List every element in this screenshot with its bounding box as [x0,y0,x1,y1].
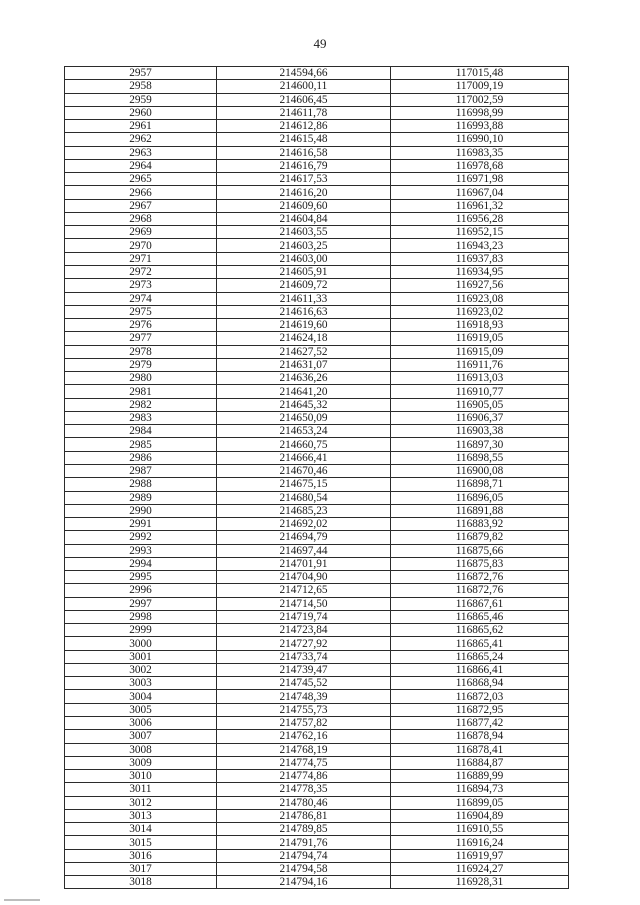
x-coordinate-cell: 214631,07 [217,358,391,371]
point-number-cell: 2964 [65,159,217,172]
point-number-cell: 2998 [65,610,217,623]
table-row [65,226,569,239]
point-number-cell: 2976 [65,319,217,332]
x-coordinate-cell: 214594,66 [217,67,391,80]
table-row [65,252,569,265]
x-coordinate-cell: 214624,18 [217,332,391,345]
point-number-cell: 2994 [65,557,217,570]
y-coordinate-cell: 116898,55 [391,451,569,464]
x-coordinate-cell: 214733,74 [217,650,391,663]
y-coordinate-cell: 116905,05 [391,398,569,411]
table-row [65,743,569,756]
point-number-cell: 3017 [65,862,217,875]
point-number-cell: 3007 [65,730,217,743]
point-number-cell: 2961 [65,120,217,133]
x-coordinate-cell: 214616,79 [217,159,391,172]
point-number-cell: 2973 [65,279,217,292]
y-coordinate-cell: 116978,68 [391,159,569,172]
x-coordinate-cell: 214660,75 [217,438,391,451]
x-coordinate-cell: 214609,60 [217,199,391,212]
table-row [65,876,569,889]
point-number-cell: 3016 [65,849,217,862]
table-row [65,159,569,172]
x-coordinate-cell: 214780,46 [217,796,391,809]
x-coordinate-cell: 214778,35 [217,783,391,796]
y-coordinate-cell: 116928,31 [391,876,569,889]
point-number-cell: 2978 [65,345,217,358]
y-coordinate-cell: 116878,41 [391,743,569,756]
table-row [65,451,569,464]
x-coordinate-cell: 214774,86 [217,770,391,783]
table-row [65,703,569,716]
x-coordinate-cell: 214603,25 [217,239,391,252]
x-coordinate-cell: 214719,74 [217,610,391,623]
table-row [65,292,569,305]
y-coordinate-cell: 116910,77 [391,385,569,398]
x-coordinate-cell: 214774,75 [217,756,391,769]
y-coordinate-cell: 116884,87 [391,756,569,769]
point-number-cell: 2960 [65,106,217,119]
table-row [65,279,569,292]
table-row [65,120,569,133]
table-row [65,862,569,875]
y-coordinate-cell: 116924,27 [391,862,569,875]
point-number-cell: 2977 [65,332,217,345]
table-row [65,690,569,703]
x-coordinate-cell: 214712,65 [217,584,391,597]
x-coordinate-cell: 214714,50 [217,597,391,610]
table-row [65,93,569,106]
y-coordinate-cell: 116867,61 [391,597,569,610]
x-coordinate-cell: 214600,11 [217,80,391,93]
x-coordinate-cell: 214757,82 [217,717,391,730]
x-coordinate-cell: 214627,52 [217,345,391,358]
x-coordinate-cell: 214794,74 [217,849,391,862]
point-number-cell: 3012 [65,796,217,809]
table-row [65,597,569,610]
point-number-cell: 3000 [65,637,217,650]
y-coordinate-cell: 116906,37 [391,411,569,424]
table-row [65,796,569,809]
table-row [65,464,569,477]
table-row [65,610,569,623]
table-row [65,571,569,584]
table-row [65,80,569,93]
point-number-cell: 3003 [65,677,217,690]
x-coordinate-cell: 214762,16 [217,730,391,743]
point-number-cell: 3011 [65,783,217,796]
point-number-cell: 2969 [65,226,217,239]
y-coordinate-cell: 116956,28 [391,212,569,225]
table-row [65,199,569,212]
point-number-cell: 2971 [65,252,217,265]
point-number-cell: 3006 [65,717,217,730]
point-number-cell: 3010 [65,770,217,783]
point-number-cell: 2997 [65,597,217,610]
y-coordinate-cell: 117002,59 [391,93,569,106]
y-coordinate-cell: 116934,95 [391,265,569,278]
x-coordinate-cell: 214748,39 [217,690,391,703]
point-number-cell: 3004 [65,690,217,703]
table-row [65,385,569,398]
table-row [65,146,569,159]
y-coordinate-cell: 116961,32 [391,199,569,212]
point-number-cell: 2963 [65,146,217,159]
x-coordinate-cell: 214617,53 [217,173,391,186]
table-row [65,67,569,80]
y-coordinate-cell: 116990,10 [391,133,569,146]
x-coordinate-cell: 214611,33 [217,292,391,305]
x-coordinate-cell: 214645,32 [217,398,391,411]
table-row [65,425,569,438]
point-number-cell: 2985 [65,438,217,451]
x-coordinate-cell: 214611,78 [217,106,391,119]
x-coordinate-cell: 214641,20 [217,385,391,398]
table-row [65,438,569,451]
y-coordinate-cell: 116913,03 [391,372,569,385]
x-coordinate-cell: 214794,16 [217,876,391,889]
table-row [65,677,569,690]
x-coordinate-cell: 214791,76 [217,836,391,849]
table-row [65,372,569,385]
x-coordinate-cell: 214666,41 [217,451,391,464]
point-number-cell: 2992 [65,531,217,544]
point-number-cell: 2981 [65,385,217,398]
y-coordinate-cell: 116923,08 [391,292,569,305]
point-number-cell: 2979 [65,358,217,371]
y-coordinate-cell: 116897,30 [391,438,569,451]
y-coordinate-cell: 116883,92 [391,518,569,531]
x-coordinate-cell: 214616,63 [217,305,391,318]
table-row [65,849,569,862]
point-number-cell: 2957 [65,67,217,80]
x-coordinate-cell: 214704,90 [217,571,391,584]
point-number-cell: 2995 [65,571,217,584]
point-number-cell: 2984 [65,425,217,438]
table-row [65,332,569,345]
y-coordinate-cell: 116865,41 [391,637,569,650]
table-row [65,809,569,822]
y-coordinate-cell: 116872,95 [391,703,569,716]
table-row [65,398,569,411]
y-coordinate-cell: 116878,94 [391,730,569,743]
y-coordinate-cell: 116865,62 [391,624,569,637]
point-number-cell: 2996 [65,584,217,597]
point-number-cell: 2989 [65,491,217,504]
y-coordinate-cell: 116872,76 [391,571,569,584]
y-coordinate-cell: 116943,23 [391,239,569,252]
point-number-cell: 3008 [65,743,217,756]
table-row [65,478,569,491]
y-coordinate-cell: 116967,04 [391,186,569,199]
point-number-cell: 3009 [65,756,217,769]
x-coordinate-cell: 214768,19 [217,743,391,756]
table-row [65,637,569,650]
point-number-cell: 2987 [65,464,217,477]
x-coordinate-cell: 214616,20 [217,186,391,199]
y-coordinate-cell: 116918,93 [391,319,569,332]
x-coordinate-cell: 214692,02 [217,518,391,531]
y-coordinate-cell: 116937,83 [391,252,569,265]
x-coordinate-cell: 214697,44 [217,544,391,557]
table-row [65,584,569,597]
point-number-cell: 2991 [65,518,217,531]
point-number-cell: 2958 [65,80,217,93]
table-row [65,265,569,278]
point-number-cell: 3015 [65,836,217,849]
x-coordinate-cell: 214605,91 [217,265,391,278]
table-row [65,663,569,676]
table-row [65,239,569,252]
x-coordinate-cell: 214619,60 [217,319,391,332]
y-coordinate-cell: 116891,88 [391,504,569,517]
x-coordinate-cell: 214675,15 [217,478,391,491]
x-coordinate-cell: 214794,58 [217,862,391,875]
x-coordinate-cell: 214723,84 [217,624,391,637]
y-coordinate-cell: 116875,66 [391,544,569,557]
table-row [65,133,569,146]
y-coordinate-cell: 116866,41 [391,663,569,676]
point-number-cell: 3005 [65,703,217,716]
table-row [65,557,569,570]
y-coordinate-cell: 116983,35 [391,146,569,159]
y-coordinate-cell: 116877,42 [391,717,569,730]
point-number-cell: 2999 [65,624,217,637]
x-coordinate-cell: 214786,81 [217,809,391,822]
table-row [65,770,569,783]
y-coordinate-cell: 116910,55 [391,823,569,836]
point-number-cell: 2990 [65,504,217,517]
scan-artifact [4,899,40,901]
x-coordinate-cell: 214650,09 [217,411,391,424]
y-coordinate-cell: 116879,82 [391,531,569,544]
point-number-cell: 3002 [65,663,217,676]
x-coordinate-cell: 214701,91 [217,557,391,570]
y-coordinate-cell: 116971,98 [391,173,569,186]
point-number-cell: 2986 [65,451,217,464]
table-row [65,650,569,663]
point-number-cell: 2968 [65,212,217,225]
point-number-cell: 2959 [65,93,217,106]
x-coordinate-cell: 214727,92 [217,637,391,650]
point-number-cell: 2967 [65,199,217,212]
y-coordinate-cell: 116875,83 [391,557,569,570]
y-coordinate-cell: 116868,94 [391,677,569,690]
table-row [65,783,569,796]
point-number-cell: 2988 [65,478,217,491]
page-number: 49 [313,36,327,51]
y-coordinate-cell: 116872,76 [391,584,569,597]
y-coordinate-cell: 116903,38 [391,425,569,438]
x-coordinate-cell: 214609,72 [217,279,391,292]
x-coordinate-cell: 214616,58 [217,146,391,159]
x-coordinate-cell: 214603,00 [217,252,391,265]
x-coordinate-cell: 214603,55 [217,226,391,239]
table-row [65,319,569,332]
table-row [65,186,569,199]
table-row [65,717,569,730]
y-coordinate-cell: 116952,15 [391,226,569,239]
y-coordinate-cell: 117009,19 [391,80,569,93]
x-coordinate-cell: 214615,48 [217,133,391,146]
x-coordinate-cell: 214653,24 [217,425,391,438]
point-number-cell: 3014 [65,823,217,836]
table-row [65,756,569,769]
y-coordinate-cell: 116872,03 [391,690,569,703]
y-coordinate-cell: 116927,56 [391,279,569,292]
x-coordinate-cell: 214680,54 [217,491,391,504]
x-coordinate-cell: 214755,73 [217,703,391,716]
point-number-cell: 2983 [65,411,217,424]
y-coordinate-cell: 116894,73 [391,783,569,796]
y-coordinate-cell: 116915,09 [391,345,569,358]
table-row [65,345,569,358]
point-number-cell: 2965 [65,173,217,186]
table-row [65,491,569,504]
table-row [65,730,569,743]
y-coordinate-cell: 116916,24 [391,836,569,849]
table-row [65,106,569,119]
x-coordinate-cell: 214745,52 [217,677,391,690]
table-row [65,212,569,225]
table-row [65,305,569,318]
table-row [65,531,569,544]
y-coordinate-cell: 116998,99 [391,106,569,119]
y-coordinate-cell: 116899,05 [391,796,569,809]
table-row [65,504,569,517]
y-coordinate-cell: 116896,05 [391,491,569,504]
y-coordinate-cell: 116904,89 [391,809,569,822]
y-coordinate-cell: 116911,76 [391,358,569,371]
y-coordinate-cell: 116919,97 [391,849,569,862]
y-coordinate-cell: 116898,71 [391,478,569,491]
table-row [65,624,569,637]
y-coordinate-cell: 116923,02 [391,305,569,318]
table-row [65,544,569,557]
y-coordinate-cell: 116889,99 [391,770,569,783]
point-number-cell: 2993 [65,544,217,557]
table-row [65,358,569,371]
coordinates-table-body [65,67,569,889]
point-number-cell: 3013 [65,809,217,822]
x-coordinate-cell: 214789,85 [217,823,391,836]
x-coordinate-cell: 214604,84 [217,212,391,225]
point-number-cell: 2962 [65,133,217,146]
point-number-cell: 3018 [65,876,217,889]
x-coordinate-cell: 214636,26 [217,372,391,385]
x-coordinate-cell: 214694,79 [217,531,391,544]
point-number-cell: 2966 [65,186,217,199]
point-number-cell: 3001 [65,650,217,663]
point-number-cell: 2980 [65,372,217,385]
x-coordinate-cell: 214606,45 [217,93,391,106]
x-coordinate-cell: 214685,23 [217,504,391,517]
x-coordinate-cell: 214612,86 [217,120,391,133]
table-row [65,823,569,836]
y-coordinate-cell: 116919,05 [391,332,569,345]
table-row [65,411,569,424]
point-number-cell: 2970 [65,239,217,252]
point-number-cell: 2972 [65,265,217,278]
point-number-cell: 2982 [65,398,217,411]
y-coordinate-cell: 116993,88 [391,120,569,133]
table-row [65,836,569,849]
point-number-cell: 2975 [65,305,217,318]
coordinates-table [64,66,569,889]
point-number-cell: 2974 [65,292,217,305]
y-coordinate-cell: 116900,08 [391,464,569,477]
x-coordinate-cell: 214739,47 [217,663,391,676]
y-coordinate-cell: 116865,24 [391,650,569,663]
y-coordinate-cell: 117015,48 [391,67,569,80]
table-row [65,518,569,531]
x-coordinate-cell: 214670,46 [217,464,391,477]
table-row [65,173,569,186]
y-coordinate-cell: 116865,46 [391,610,569,623]
